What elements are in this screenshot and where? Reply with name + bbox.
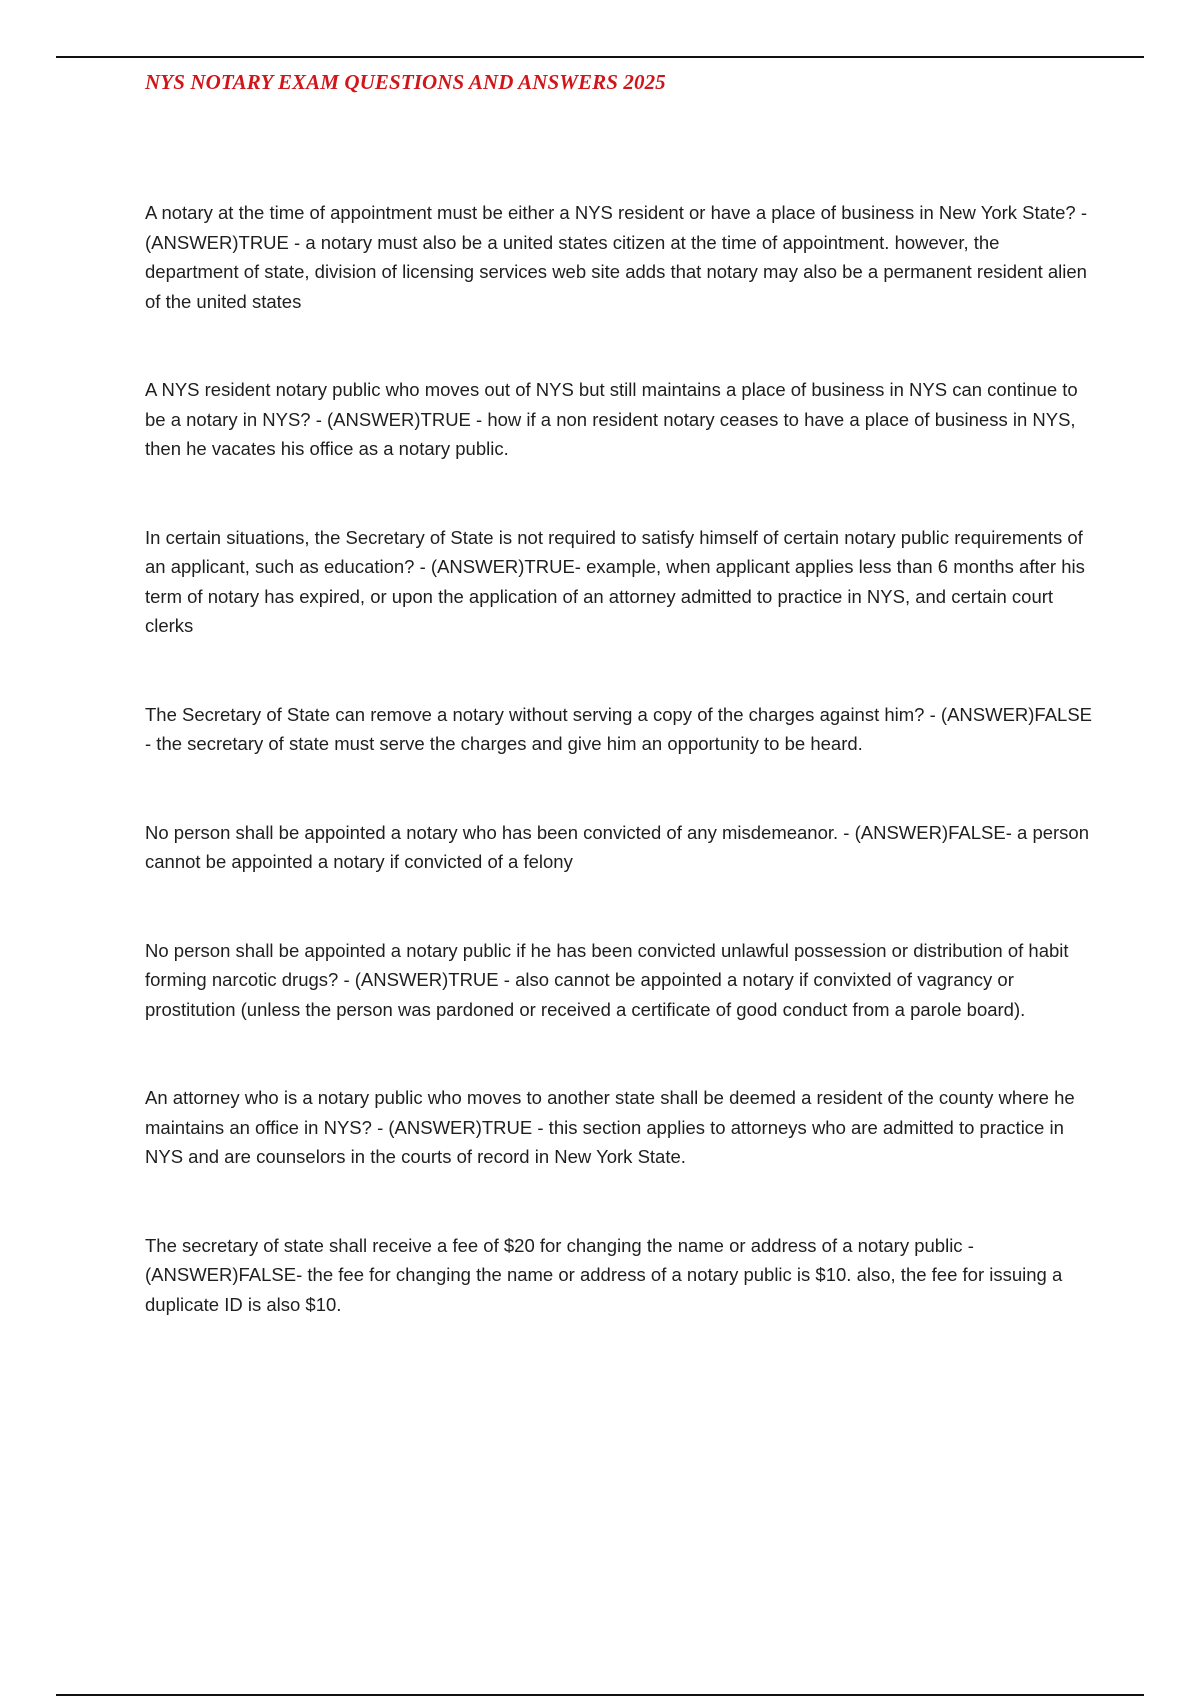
bottom-divider <box>56 1694 1144 1696</box>
qa-list <box>145 198 1095 1378</box>
qa-item: A NYS resident notary public who moves out of NYS but still maintains a place of business in NYS can continue to be a notary in NYS? - (ANSWER)TRUE - how if a non resident notary ceases to have a place of business in NYS, then he vacates his office as a notary public. <box>145 379 1078 459</box>
qa-item: The Secretary of State can remove a notary without serving a copy of the charges against him? - (ANSWER)FALSE - the secretary of state must serve the charges and give him an opportunity to be heard. <box>145 703 1093 754</box>
qa-item: No person shall be appointed a notary public if he has been convicted unlawful possession or distribution of habit forming narcotic drugs? - (ANSWER)TRUE - also cannot be appointed a notary if convixted of vagrancy or prostitution (unless the person was pardoned or received a certificate of good conduct from a parole board). <box>145 939 1069 1020</box>
qa-item: An attorney who is a notary public who moves to another state shall be deemed a resident of the county where he maintains an office in NYS? - (ANSWER)TRUE - this section applies to attorneys who are admitted to practice in NYS and are counselors in the courts of record in New York State. <box>145 1087 1075 1167</box>
document-title: NYS NOTARY EXAM QUESTIONS AND ANSWERS 2025 <box>145 70 666 94</box>
qa-item: A notary at the time of appointment must be either a NYS resident or have a place of business in New York State? - (ANSWER)TRUE - a notary must also be a united states citizen at the time of appointment. however, the department of state, division of licensing services web site adds that notary may also be a permanent resident alien of the united states <box>145 202 1087 312</box>
qa-item: No person shall be appointed a notary who has been convicted of any misdemeanor. - (ANSWER)FALSE- a person cannot be appointed a notary if convicted of a felony <box>145 821 1090 872</box>
qa-item: The secretary of state shall receive a fee of $20 for changing the name or address of a notary public - (ANSWER)FALSE- the fee for changing the name or address of a notary public is $10. also, the fee for issuing a duplicate ID is also $10. <box>145 1234 1063 1315</box>
qa-item: In certain situations, the Secretary of State is not required to satisfy himself of certain notary public requirements of an applicant, such as education? - (ANSWER)TRUE- example, when applicant applies less than 6 months after his term of notary has expired, or upon the application of an attorney admitted to practice in NYS, and certain court clerks <box>145 526 1085 636</box>
top-divider <box>56 56 1144 58</box>
